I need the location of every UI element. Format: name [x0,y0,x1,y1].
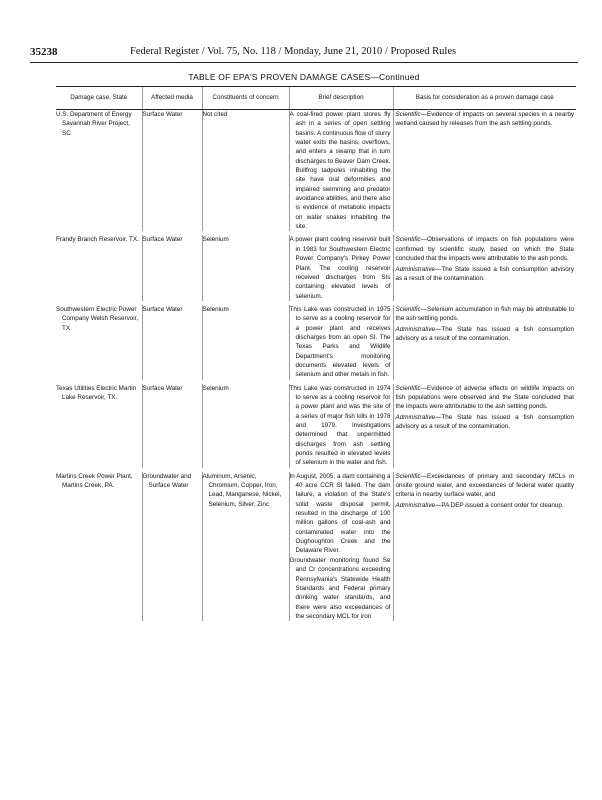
basis-cell [393,384,576,468]
basis-cell [393,305,576,380]
damage-case-cell: Southwestern Electric Power Company Welsh Reservoir, TX [56,305,139,332]
constituents-cell: Selenium [202,305,289,380]
constituents-cell: Selenium [202,235,289,300]
column-header: Brief description [289,87,393,110]
basis-entry [396,325,575,344]
basis-text: —The State has issued a fish consumption advisory as a result of the contamination. [395,325,574,342]
basis-entry [396,110,575,129]
basis-entry [396,305,575,324]
damage-case-cell: U.S. Department of Energy Savannah River Project, SC [56,111,132,137]
damage-case-cell: Martins Creek Power Plant, Martins Creek, PA. [56,472,133,490]
basis-text: —Exceedances of primary and secondary MCLs in onsite ground water, and exceedances of federal water quality criteria in nearby surface water, and [395,472,574,499]
description-paragraph: Groundwater monitoring found Se and Cr concentrations exceeding Pennsylvania's Statewide Health Standards and Federal primary drinking water standards, and there were also exceedances of the secondary MCL for iron [289,556,391,620]
basis-text: —PA DEP issued a consent order for cleanup. [435,501,564,509]
damage-case-cell: Texas Utilities Electric Martin Lake Reservoir, TX. [56,384,137,401]
table-row [56,305,576,380]
table-row [56,235,576,300]
basis-text: —Selenium accumulation in fish may be attributable to the ash settling ponds. [395,305,574,323]
basis-text: —Evidence of impacts on several species in a nearby wetland caused by releases from the ash settling ponds. [395,111,574,128]
description-cell: A power plant cooling reservoir built in 1983 for Southwestern Electric Power Company's Pirkey Power Plant. The cooling reservoir received discharges from SIs containing elevated levels of selenium. [289,235,393,300]
column-header: Constituents of concern [202,87,289,110]
basis-entry [396,413,575,432]
constituents-cell: Selenium [202,384,289,468]
basis-cell [393,235,576,300]
description-paragraph: In August, 2005, a dam containing a 40 acre CCR SI failed. The dam failure, a violation of the State's solid waste disposal permit, resulted in the discharge of 100 million gallons of coal-ash and contaminated water into the Oughoughton Creek and the Delaware River. [289,472,391,555]
column-header: Damage case, State [56,87,142,110]
damage-case-cell: Frandy Branch Reservoir, TX. [56,236,139,244]
description-cell: This Lake was constructed in 1975 to serve as a cooling reservoir for a power plant and receives discharges from an open SI. The Texas Parks and Wildlife Department's monitoring documents elevated levels of selenium and other metals in fish. [289,305,393,380]
column-header: Basis for consideration as a proven damage case [393,87,576,110]
description-cell [289,472,393,622]
basis-cell [393,472,576,622]
basis-label: Scientific [395,472,421,480]
basis-label: Scientific [395,305,421,313]
table-row [56,472,576,622]
basis-label: Administrative [395,501,436,509]
page-header [30,46,578,62]
running-head: Federal Register / Vol. 75, No. 118 / Monday, June 21, 2010 / Proposed Rules [130,46,457,57]
column-header: Affected media [142,87,202,110]
affected-media-cell: Surface Water [142,305,202,380]
basis-label: Administrative [395,265,436,273]
basis-label: Scientific [395,384,421,392]
basis-label: Scientific [395,111,421,118]
basis-label: Administrative [395,325,436,333]
header-rule [30,62,578,63]
affected-media-cell: Surface Water [142,384,202,468]
constituents-cell: Not cited [202,110,289,232]
table-title: TABLE OF EPA'S PROVEN DAMAGE CASES—Continued [188,72,420,82]
basis-label: Administrative [395,413,436,421]
affected-media-cell: Surface Water [142,235,202,300]
basis-entry [396,235,575,263]
table-header-row [56,87,576,110]
basis-entry [396,472,575,500]
page-number: 35238 [30,46,58,58]
basis-text: —The State issued a fish consumption advisory as a result of the contamination. [395,265,574,282]
affected-media-cell: Groundwater and Surface Water [142,472,202,622]
table-row [56,110,576,232]
affected-media-cell: Surface Water [142,110,202,232]
basis-entry [396,265,575,284]
basis-text: —Evidence of adverse effects on wildlife impacts on fish populations were observed and the State concluded that the impacts were attributable to the ash settling ponds. [395,384,574,411]
table-row [56,384,576,468]
basis-entry [396,384,575,412]
basis-text: —The State has issued a fish consumption advisory as a result of the contamination. [395,413,574,430]
basis-text: —Observations of impacts on fish populations were confirmed by scientific study, based on which the State concluded that the impacts were attributable to the ash ponds. [395,236,574,263]
damage-cases-table [56,86,576,621]
basis-cell [393,110,576,232]
description-cell: A coal-fired power plant stores fly ash in a series of open settling basins. A continuous flow of slurry water exits the basins, overflows, and enters a swamp that in turn discharges to Beaver Dam Creek. Bullfrog tadpoles inhabiting the site have oral deformities and impaired swimming and predator avoidance abilities, and there also is evidence of metabolic impacts on water snakes inhabiting the site. [289,110,393,232]
constituents-cell: Aluminum, Arsenic, Chromium, Copper, Iron, Lead, Manganese, Nickel, Selenium, Silver, Zinc [202,472,289,622]
basis-label: Scientific [395,236,421,244]
description-cell: This Lake was constructed in 1974 to serve as a cooling reservoir for a power plant and was the site of a series of major fish kills in 1978 and 1979. Investigations determined that unpermitted discharges from ash settling ponds resulted in elevated levels of selenium in the water and fish. [289,384,393,468]
basis-entry [396,501,575,510]
